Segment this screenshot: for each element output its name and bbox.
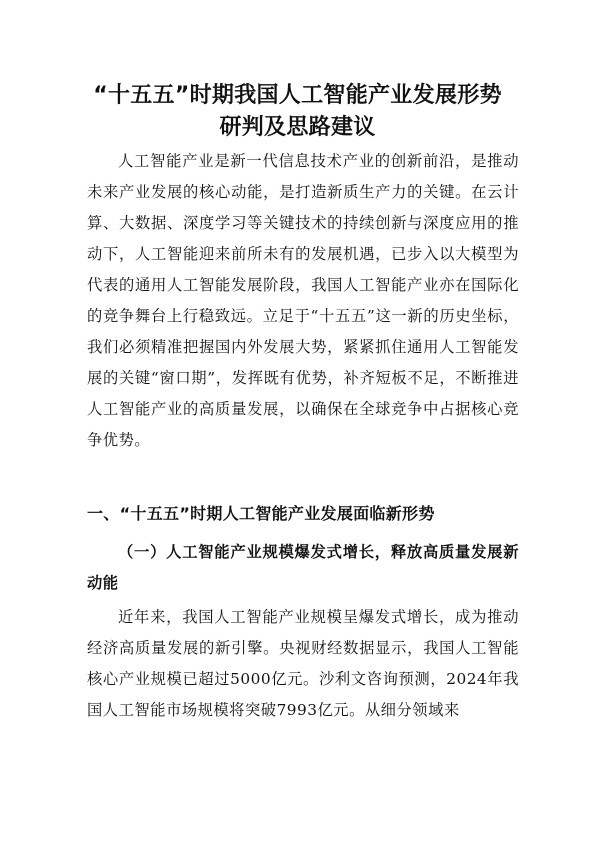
document-title-line-2: 研判及思路建议	[219, 115, 376, 140]
document-title-line-1: “十五五”时期我国人工智能产业发展形势	[93, 83, 502, 108]
body-paragraph: 近年来，我国人工智能产业规模呈爆发式增长，成为推动经济高质量发展的新引擎。央视财经数据显示，我国人工智能核心产业规模已超过5000亿元。沙利文咨询预测，2024年我国人工智能市场规模将突破7993亿元。从细分领域来	[87, 608, 519, 719]
section-heading-1: 一、“十五五”时期人工智能产业发展面临新形势	[87, 504, 435, 523]
intro-paragraph: 人工智能产业是新一代信息技术产业的创新前沿，是推动未来产业发展的核心动能，是打造新质生产力的关键。在云计算、大数据、深度学习等关键技术的持续创新与深度应用的推动下，人工智能迎来前所未有的发展机遇，已步入以大模型为代表的通用人工智能发展阶段，我国人工智能产业亦在国际化的竞争舞台上行稳致远。立足于“十五五”这一新的历史坐标，我们必须精准把握国内外发展大势，紧紧抓住通用人工智能发展的关键“窗口期”，发挥既有优势，补齐短板不足，不断推进人工智能产业的高质量发展，以确保在全球竞争中占据核心竞争优势。	[87, 152, 519, 449]
subsection-heading-1: （一）人工智能产业规模爆发式增长，释放高质量发展新动能	[87, 543, 519, 592]
